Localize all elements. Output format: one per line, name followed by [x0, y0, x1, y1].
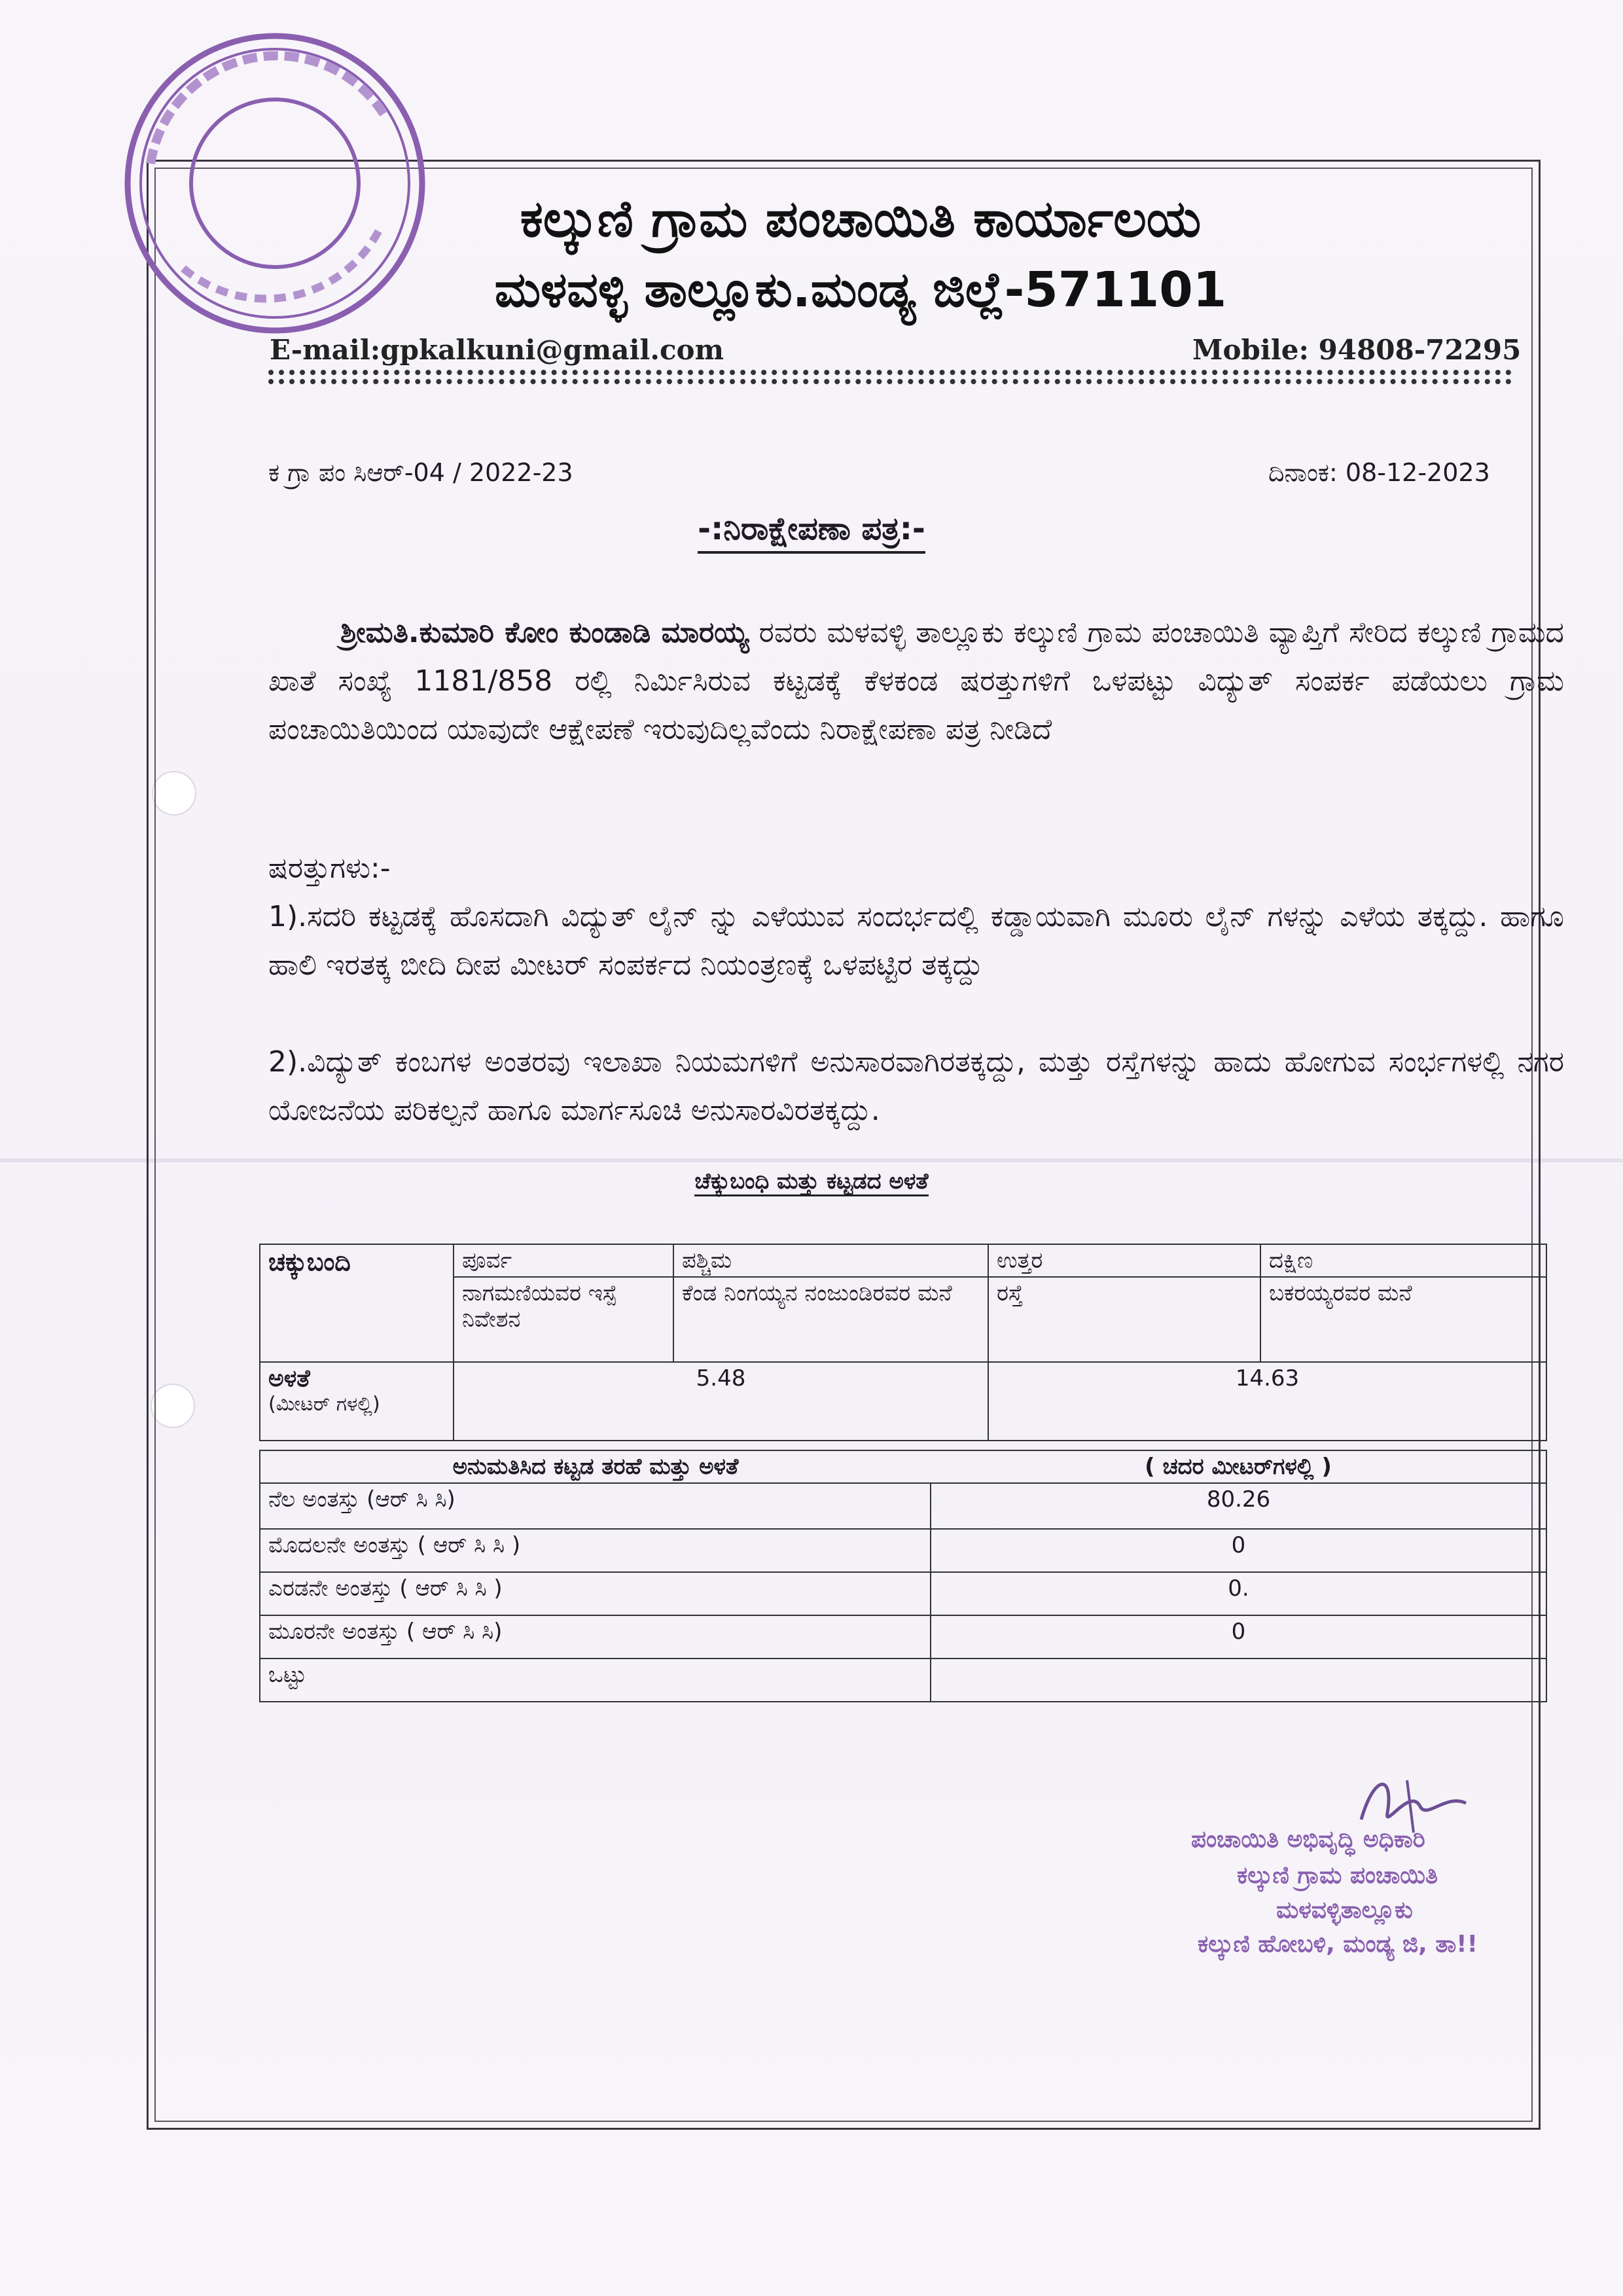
column-east: ಪೂರ್ವ — [454, 1244, 673, 1277]
conditions-heading: ಷರತ್ತುಗಳು:- — [268, 852, 391, 885]
area-heading-right: ( ಚದರ ಮೀಟರ್‌ಗಳಲ್ಲಿ ) — [931, 1450, 1546, 1483]
west-boundary: ಕೆಂಡ ನಿಂಗಯ್ಯನ ನಂಜುಂಡಿರವರ ಮನೆ — [673, 1277, 988, 1362]
total-value — [931, 1659, 1546, 1702]
body-paragraph — [268, 609, 1564, 754]
floor-value: 0 — [931, 1529, 1546, 1572]
boundary-heading — [0, 1168, 1623, 1194]
table-row — [260, 1483, 1546, 1529]
measure-unit: (ಮೀಟರ್ ಗಳಲ್ಲಿ) — [268, 1393, 380, 1416]
column-west: ಪಶ್ಚಿಮ — [673, 1244, 988, 1277]
seal-line-1: ಪಂಚಾಯಿತಿ ಅಭಿವೃದ್ಧಿ ಅಧಿಕಾರಿ — [1191, 1826, 1425, 1853]
floor-value: 0 — [931, 1615, 1546, 1659]
floor-value: 0. — [931, 1572, 1546, 1615]
mobile-text: Mobile: 94808-72295 — [1192, 334, 1522, 366]
header-dotted-rule — [268, 370, 1512, 384]
area-table — [259, 1450, 1547, 1702]
table-row — [260, 1450, 1546, 1483]
column-south: ದಕ್ಷಿಣ — [1260, 1244, 1546, 1277]
reference-number: ಕ ಗ್ರಾ ಪಂ ಸಿಆರ್-04 / 2022-23 — [268, 458, 573, 487]
measure-cell — [260, 1362, 454, 1441]
paragraph-text: ರವರು ಮಳವಳ್ಳಿ ತಾಲ್ಲೂಕು ಕಲ್ಕುಣಿ ಗ್ರಾಮ ಪಂಚಾಯಿತಿ ವ್ಯಾಪ್ತಿಗೆ ಸೇರಿದ ಕಲ್ಕುಣಿ ಗ್ರಾಮದ ಖಾತೆ ಸಂಖ್ಯೆ 1181/858 ರಲ್ಲಿ ನಿರ್ಮಿಸಿರುವ ಕಟ್ಟಡಕ್ಕೆ ಕೆಳಕಂಡ ಷರತ್ತುಗಳಿಗೆ ಒಳಪಟ್ಟು ವಿದ್ಯುತ್ ಸಂಪರ್ಕ ಪಡೆಯಲು ಗ್ರಾಮ ಪಂಚಾಯಿತಿಯಿಂದ ಯಾವುದೇ ಆಕ್ಷೇಪಣೆ ಇರುವುದಿಲ್ಲವೆಂದು ನಿರಾಕ್ಷೇಪಣಾ ಪತ್ರ ನೀಡಿದೆ — [268, 616, 1564, 746]
floor-label: ನೆಲ ಅಂತಸ್ತು (ಆರ್ ಸಿ ಸಿ) — [260, 1483, 931, 1529]
table-row — [260, 1572, 1546, 1615]
seal-line-3: ಮಳವಳ್ಳಿತಾಲ್ಲೂಕು — [1276, 1897, 1413, 1924]
measure-east-west: 5.48 — [454, 1362, 988, 1441]
boundary-row-label: ಚಕ್ಕುಬಂದಿ — [260, 1244, 454, 1362]
seal-line-2: ಕಲ್ಕುಣಿ ಗ್ರಾಮ ಪಂಚಾಯಿತಿ — [1237, 1862, 1438, 1889]
table-row — [260, 1362, 1546, 1441]
document-title — [0, 511, 1623, 548]
column-north: ಉತ್ತರ — [988, 1244, 1260, 1277]
north-boundary: ರಸ್ತೆ — [988, 1277, 1260, 1362]
table-row — [260, 1244, 1546, 1277]
letter-date: ದಿನಾಂಕ: 08-12-2023 — [1268, 458, 1490, 487]
boundary-heading-text: ಚೆಕ್ಕುಬಂಧಿ ಮತ್ತು ಕಟ್ಟಡದ ಅಳತೆ — [694, 1168, 928, 1196]
office-address: ಮಳವಳ್ಳಿ ತಾಲ್ಲೂಕು.ಮಂಡ್ಯ ಜಿಲ್ಲೆ-571101 — [494, 262, 1227, 318]
table-row — [260, 1615, 1546, 1659]
measure-north-south: 14.63 — [988, 1362, 1546, 1441]
applicant-name: ಶ್ರೀಮತಿ.ಕುಮಾರಿ ಕೋಂ ಕುಂಡಾಡಿ ಮಾರಯ್ಯ — [340, 616, 749, 649]
total-label: ಒಟ್ಟು — [260, 1659, 931, 1702]
condition-2: 2).ವಿದ್ಯುತ್ ಕಂಬಗಳ ಅಂತರವು ಇಲಾಖಾ ನಿಯಮಗಳಿಗೆ ಅನುಸಾರವಾಗಿರತಕ್ಕದ್ದು, ಮತ್ತು ರಸ್ತೆಗಳನ್ನು ಹಾದು ಹೋಗುವ ಸಂರ್ಭಗಳಲ್ಲಿ ನಗರ ಯೋಜನೆಯ ಪರಿಕಲ್ಪನೆ ಹಾಗೂ ಮಾರ್ಗಸೂಚಿ ಅನುಸಾರವಿರತಕ್ಕದ್ದು. — [268, 1045, 1564, 1127]
seal-line-4: ಕಲ್ಕುಣಿ ಹೋಬಳಿ, ಮಂಡ್ಯ ಜಿ, ತಾ!! — [1198, 1931, 1478, 1958]
floor-label: ಎರಡನೇ ಅಂತಸ್ತು ( ಆರ್ ಸಿ ಸಿ ) — [260, 1572, 931, 1615]
area-heading-left: ಅನುಮತಿಸಿದ ಕಟ್ಟಡ ತರಹೆ ಮತ್ತು ಅಳತೆ — [260, 1450, 931, 1483]
floor-label: ಮೂರನೇ ಅಂತಸ್ತು ( ಆರ್ ಸಿ ಸಿ) — [260, 1615, 931, 1659]
boundary-table — [259, 1244, 1547, 1441]
table-row — [260, 1529, 1546, 1572]
email-text: E-mail:gpkalkuni@gmail.com — [270, 334, 724, 366]
measure-label: ಅಳತೆ — [268, 1365, 310, 1392]
east-boundary: ನಾಗಮಣಿಯವರ ಇಸ್ಪೆ ನಿವೇಶನ — [454, 1277, 673, 1362]
south-boundary: ಬಕರಯ್ಯರವರ ಮನೆ — [1260, 1277, 1546, 1362]
table-row — [260, 1659, 1546, 1702]
floor-label: ಮೊದಲನೇ ಅಂತಸ್ತು ( ಆರ್ ಸಿ ಸಿ ) — [260, 1529, 931, 1572]
condition-1: 1).ಸದರಿ ಕಟ್ಟಡಕ್ಕೆ ಹೊಸದಾಗಿ ವಿದ್ಯುತ್ ಲೈನ್ ನ್ನು ಎಳೆಯುವ ಸಂದರ್ಭದಲ್ಲಿ ಕಡ್ಡಾಯವಾಗಿ ಮೂರು ಲೈನ್ ಗಳನ್ನು ಎಳೆಯ ತಕ್ಕದ್ದು. ಹಾಗೂ ಹಾಲಿ ಇರತಕ್ಕ ಬೀದಿ ದೀಪ ಮೀಟರ್ ಸಂಪರ್ಕದ ನಿಯಂತ್ರಣಕ್ಕೆ ಒಳಪಟ್ಟಿರ ತಕ್ಕದ್ದು — [268, 900, 1564, 982]
document-title-text: -:ನಿರಾಕ್ಷೇಪಣಾ ಪತ್ರ:- — [698, 511, 925, 554]
office-name: ಕಲ್ಕುಣಿ ಗ್ರಾಮ ಪಂಚಾಯಿತಿ ಕಾರ್ಯಾಲಯ — [520, 190, 1202, 249]
floor-value: 80.26 — [931, 1483, 1546, 1529]
